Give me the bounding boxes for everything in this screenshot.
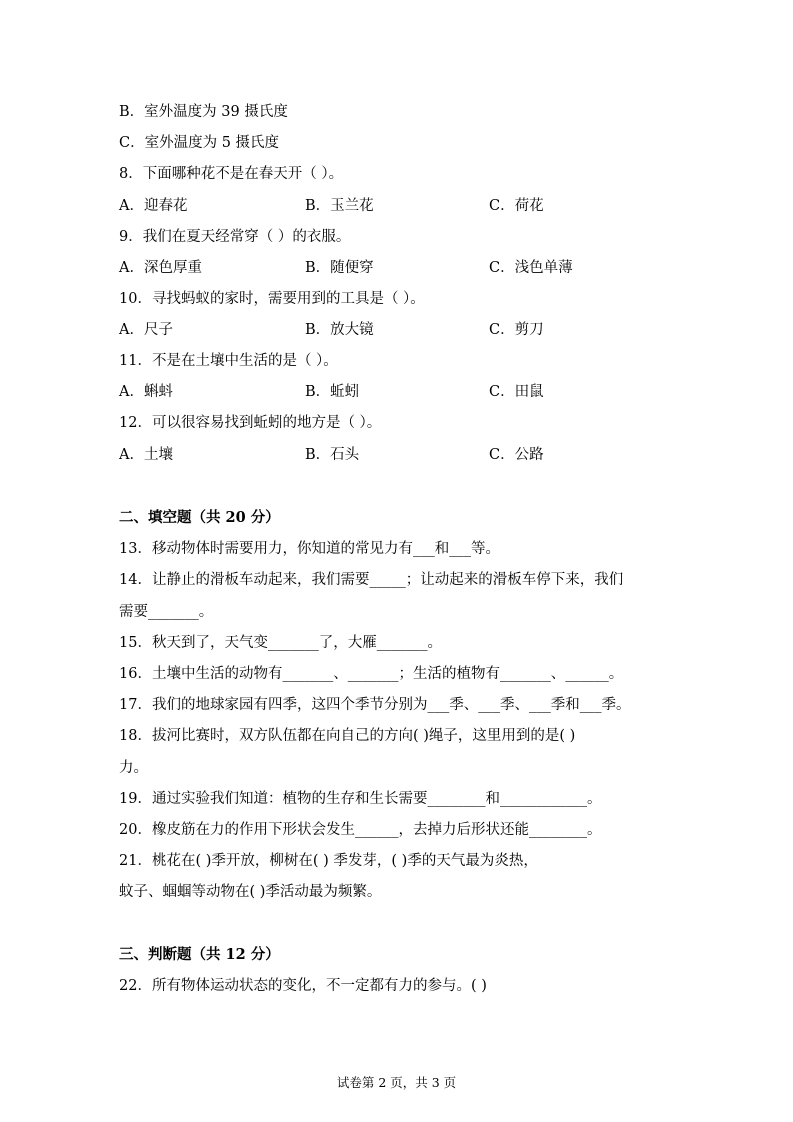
page-footer: 试卷第 2 页，共 3 页: [336, 1075, 457, 1090]
option-b: B．石头: [305, 447, 360, 463]
option-c: C．田鼠: [489, 384, 544, 400]
option-a: A．蝌蚪: [119, 384, 173, 400]
question-17: 17．我们的地球家园有四季，这四个季节分别为___季、___季、___季和___季。: [119, 697, 631, 713]
option-c: C．荷花: [489, 198, 544, 214]
question-20: 20．橡皮筋在力的作用下形状会发生______，去掉力后形状还能________。: [119, 822, 602, 838]
option-c: C．公路: [489, 447, 544, 463]
option-line: C．室外温度为 5 摄氏度: [119, 135, 280, 151]
option-a: A．土壤: [119, 447, 173, 463]
option-b: B．放大镜: [305, 322, 374, 338]
option-b: B．玉兰花: [305, 198, 374, 214]
option-c: C．剪刀: [489, 322, 544, 338]
option-b: B．随便穿: [305, 260, 374, 276]
question-14: 14．让静止的滑板车动起来，我们需要_____；让动起来的滑板车停下来，我们: [119, 572, 624, 588]
question-22: 22．所有物体运动状态的变化，不一定都有力的参与。( ): [119, 978, 487, 994]
question-21: 21．桃花在( )季开放，柳树在( ) 季发芽，( )季的天气最为炎热，: [119, 853, 538, 869]
question-21-continued: 蚊子、蝈蝈等动物在( )季活动最为频繁。: [119, 884, 382, 900]
question-10: 10．寻找蚂蚁的家时，需要用到的工具是（ ）。: [119, 291, 425, 307]
question-16: 16．土壤中生活的动物有_______、_______；生活的植物有_______、______。: [119, 666, 624, 682]
question-9: 9．我们在夏天经常穿（ ）的衣服。: [119, 229, 351, 245]
option-a: A．深色厚重: [119, 260, 202, 276]
question-11: 11．不是在土壤中生活的是（ ）。: [119, 353, 338, 369]
option-a: A．尺子: [119, 322, 173, 338]
question-8: 8．下面哪种花不是在春天开（ ）。: [119, 166, 344, 182]
question-18: 18．拔河比赛时，双方队伍都在向自己的方向( )绳子，这里用到的是( ): [119, 728, 576, 744]
option-a: A．迎春花: [119, 198, 188, 214]
option-c: C．浅色单薄: [489, 260, 573, 276]
question-18-continued: 力。: [119, 760, 148, 776]
question-19: 19．通过实验我们知道：植物的生存和生长需要________和____________。: [119, 791, 602, 807]
option-b: B．蚯蚓: [305, 384, 360, 400]
section-heading-true-false: 三、判断题（共 12 分）: [119, 946, 280, 963]
section-heading-fill-in: 二、填空题（共 20 分）: [119, 509, 280, 526]
question-12: 12．可以很容易找到蚯蚓的地方是（ ）。: [119, 415, 382, 431]
question-13: 13．移动物体时需要用力，你知道的常见力有___和___等。: [119, 541, 500, 557]
question-14-continued: 需要_______。: [119, 604, 214, 620]
question-15: 15．秋天到了，天气变_______了，大雁_______。: [119, 635, 442, 651]
option-line: B．室外温度为 39 摄氏度: [119, 104, 288, 120]
